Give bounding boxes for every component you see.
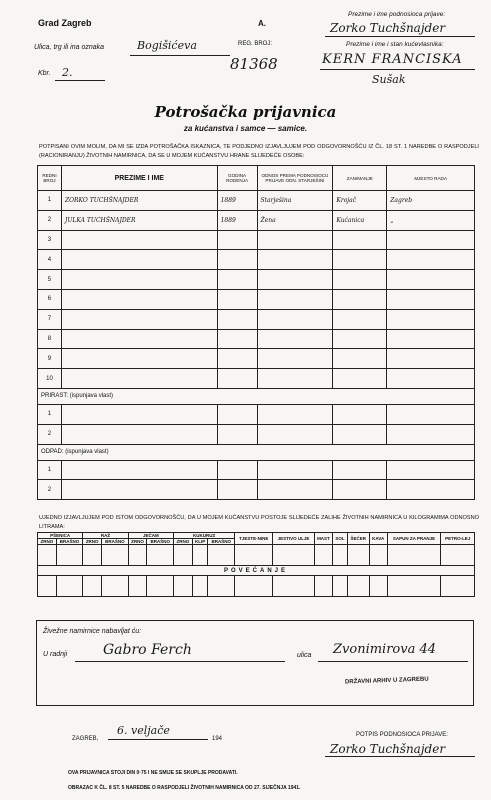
food-cell[interactable] bbox=[369, 545, 387, 566]
food-cell[interactable] bbox=[347, 576, 369, 597]
arrival-no: 2 bbox=[38, 424, 62, 444]
date-value[interactable]: 6. veljače bbox=[117, 724, 170, 737]
departure-row bbox=[38, 480, 475, 500]
arrival-cell[interactable] bbox=[217, 424, 257, 444]
header-ulje: JESTIVO ULJE bbox=[273, 533, 314, 545]
food-header-row-1 bbox=[38, 533, 475, 539]
sub-brasno: BRAŠNO bbox=[56, 539, 83, 545]
arrival-cell[interactable] bbox=[333, 404, 387, 424]
person-workplace[interactable] bbox=[387, 309, 475, 329]
person-occupation[interactable] bbox=[333, 270, 387, 290]
person-no: 7 bbox=[38, 309, 62, 329]
person-row bbox=[38, 250, 475, 270]
archive-stamp: DRŽAVNI ARHIV U ZAGREBU bbox=[344, 676, 429, 686]
arrival-cell[interactable] bbox=[387, 404, 475, 424]
povecanje-row bbox=[38, 566, 475, 576]
person-year[interactable]: 1889 bbox=[217, 210, 257, 230]
shop-street-label: ulica bbox=[297, 652, 312, 659]
person-workplace[interactable] bbox=[387, 349, 475, 369]
header-year: GODINA RODENJA bbox=[217, 166, 257, 191]
person-no: 5 bbox=[38, 270, 62, 290]
header-raz: RAŽ bbox=[83, 533, 128, 539]
reg-number-label: REG. BROJ: bbox=[238, 41, 273, 47]
departure-label: ODPAD: (ispunjava vlast) bbox=[38, 444, 475, 460]
reg-number-value[interactable]: 81368 bbox=[230, 55, 278, 73]
person-workplace[interactable] bbox=[387, 329, 475, 349]
owner-label: Prezime i ime i stan kućevlasnika: bbox=[346, 41, 444, 48]
food-cell[interactable] bbox=[387, 545, 441, 566]
person-relation[interactable] bbox=[257, 349, 333, 369]
person-occupation[interactable] bbox=[333, 369, 387, 389]
header-jecam: JEČAM bbox=[128, 533, 173, 539]
sub-brasno: BRAŠNO bbox=[147, 539, 174, 545]
food-values-row bbox=[38, 545, 475, 566]
arrival-cell[interactable] bbox=[61, 404, 217, 424]
person-relation[interactable]: Starješina bbox=[257, 191, 333, 211]
food-cell[interactable] bbox=[56, 576, 83, 597]
person-name[interactable] bbox=[61, 289, 217, 309]
arrival-cell[interactable] bbox=[257, 424, 333, 444]
date-underline bbox=[108, 739, 208, 740]
person-year[interactable] bbox=[217, 349, 257, 369]
header-name: PREZIME I IME bbox=[61, 166, 217, 191]
header-petrolej: PETRO-LEJ bbox=[441, 533, 475, 545]
person-workplace[interactable]: Zagreb bbox=[387, 191, 475, 211]
departure-header bbox=[38, 444, 475, 460]
header-kava: KAVA bbox=[369, 533, 387, 545]
food-cell[interactable] bbox=[192, 576, 208, 597]
person-workplace[interactable] bbox=[387, 270, 475, 290]
food-cell[interactable] bbox=[83, 576, 102, 597]
food-cell[interactable] bbox=[128, 545, 147, 566]
person-name[interactable] bbox=[61, 309, 217, 329]
person-occupation[interactable] bbox=[333, 250, 387, 270]
arrival-cell[interactable] bbox=[257, 404, 333, 424]
food-cell[interactable] bbox=[314, 545, 333, 566]
header-sapun: SAPUN ZA PRANJE bbox=[387, 533, 441, 545]
povecanje-label: POVEĆANJE bbox=[38, 566, 475, 576]
sub-klip: KLIP bbox=[192, 539, 208, 545]
street-label: Ulica, trg ili ina oznaka bbox=[34, 44, 105, 51]
signature-underline bbox=[325, 756, 475, 757]
person-row bbox=[38, 309, 475, 329]
person-year[interactable] bbox=[217, 369, 257, 389]
person-occupation[interactable] bbox=[333, 329, 387, 349]
person-no: 3 bbox=[38, 230, 62, 250]
arrival-row bbox=[38, 424, 475, 444]
person-name[interactable] bbox=[61, 349, 217, 369]
food-cell[interactable] bbox=[208, 545, 235, 566]
street-underline bbox=[130, 55, 230, 56]
shop-label: U radnji bbox=[43, 651, 68, 658]
arrival-cell[interactable] bbox=[333, 424, 387, 444]
person-name[interactable] bbox=[61, 270, 217, 290]
header-tjestenine: TJESTE-NINE bbox=[235, 533, 273, 545]
person-relation[interactable] bbox=[257, 230, 333, 250]
food-cell[interactable] bbox=[235, 545, 273, 566]
food-cell[interactable] bbox=[147, 545, 174, 566]
persons-body bbox=[38, 191, 475, 500]
food-cell[interactable] bbox=[235, 576, 273, 597]
food-cell[interactable] bbox=[314, 576, 333, 597]
owner-address-value[interactable]: Sušak bbox=[372, 73, 406, 86]
person-name[interactable] bbox=[61, 369, 217, 389]
person-row bbox=[38, 210, 475, 230]
person-workplace[interactable] bbox=[387, 230, 475, 250]
departure-no: 2 bbox=[38, 480, 62, 500]
food-cell[interactable] bbox=[174, 576, 193, 597]
person-workplace[interactable]: „ bbox=[387, 210, 475, 230]
person-occupation[interactable]: Krojač bbox=[333, 191, 387, 211]
header-occupation: ZANIMANJE bbox=[333, 166, 387, 191]
submitter-underline bbox=[325, 36, 475, 37]
supply-label: Živežne namirnice nabavljat ću: bbox=[43, 628, 142, 635]
person-workplace[interactable] bbox=[387, 250, 475, 270]
signature-value[interactable]: Zorko Tuchšnajder bbox=[330, 742, 446, 756]
person-relation[interactable] bbox=[257, 369, 333, 389]
person-row bbox=[38, 369, 475, 389]
person-relation[interactable] bbox=[257, 270, 333, 290]
sub-brasno: BRAŠNO bbox=[102, 539, 129, 545]
city-label: Grad Zagreb bbox=[38, 18, 92, 28]
person-year[interactable] bbox=[217, 270, 257, 290]
food-cell[interactable] bbox=[56, 545, 83, 566]
departure-cell[interactable] bbox=[387, 460, 475, 480]
person-year[interactable]: 1889 bbox=[217, 191, 257, 211]
food-cell[interactable] bbox=[102, 545, 129, 566]
submitter-value[interactable]: Zorko Tuchšnajder bbox=[330, 21, 446, 35]
person-workplace[interactable] bbox=[387, 369, 475, 389]
departure-cell[interactable] bbox=[333, 460, 387, 480]
person-occupation[interactable] bbox=[333, 309, 387, 329]
food-cell[interactable] bbox=[38, 545, 57, 566]
submitter-label: Prezime i ime podnosioca prijave: bbox=[348, 11, 446, 18]
person-relation[interactable] bbox=[257, 329, 333, 349]
food-cell[interactable] bbox=[347, 545, 369, 566]
person-relation[interactable]: Žena bbox=[257, 210, 333, 230]
food-cell[interactable] bbox=[83, 545, 102, 566]
sub-zrno: ZRNO bbox=[38, 539, 57, 545]
food-cell[interactable] bbox=[208, 576, 235, 597]
food-cell[interactable] bbox=[441, 576, 475, 597]
departure-cell[interactable] bbox=[387, 480, 475, 500]
food-cell[interactable] bbox=[128, 576, 147, 597]
person-name[interactable]: ZORKO TUCHŠNAJDER bbox=[61, 191, 217, 211]
person-workplace[interactable] bbox=[387, 289, 475, 309]
person-row bbox=[38, 329, 475, 349]
person-name[interactable] bbox=[61, 329, 217, 349]
signature-label: POTPIS PODNOSIOCA PRIJAVE: bbox=[356, 732, 448, 738]
sub-zrno: ZRNO bbox=[83, 539, 102, 545]
person-no: 6 bbox=[38, 289, 62, 309]
person-relation[interactable] bbox=[257, 309, 333, 329]
departure-cell[interactable] bbox=[61, 460, 217, 480]
owner-name-value[interactable]: KERN FRANCISKA bbox=[322, 52, 463, 67]
person-relation[interactable] bbox=[257, 289, 333, 309]
owner-underline bbox=[320, 69, 475, 70]
form-subtitle: za kućanstva i samce — samice. bbox=[183, 124, 308, 133]
food-cell[interactable] bbox=[369, 576, 387, 597]
departure-cell[interactable] bbox=[217, 480, 257, 500]
header-workplace: MJESTO RADA bbox=[387, 166, 475, 191]
departure-cell[interactable] bbox=[257, 480, 333, 500]
person-name[interactable] bbox=[61, 230, 217, 250]
person-no: 8 bbox=[38, 329, 62, 349]
arrival-no: 1 bbox=[38, 404, 62, 424]
person-no: 4 bbox=[38, 250, 62, 270]
sub-zrno: ZRNO bbox=[174, 539, 193, 545]
food-cell[interactable] bbox=[333, 545, 348, 566]
person-name[interactable]: JULKA TUCHŠNAJDER bbox=[61, 210, 217, 230]
header-psenica: PŠENICA bbox=[38, 533, 83, 539]
arrival-cell[interactable] bbox=[217, 404, 257, 424]
header-mast: MAST bbox=[314, 533, 333, 545]
shop-value[interactable]: Gabro Ferch bbox=[103, 642, 192, 658]
sub-brasno: BRAŠNO bbox=[208, 539, 235, 545]
house-number-value[interactable]: 2. bbox=[62, 66, 73, 79]
person-row bbox=[38, 230, 475, 250]
header-kukuruz: KUKURUZ bbox=[174, 533, 235, 539]
persons-header-row bbox=[38, 166, 475, 191]
departure-cell[interactable] bbox=[217, 460, 257, 480]
person-year[interactable] bbox=[217, 289, 257, 309]
arrival-cell[interactable] bbox=[61, 424, 217, 444]
person-occupation[interactable]: Kućanica bbox=[333, 210, 387, 230]
person-row bbox=[38, 349, 475, 369]
person-occupation[interactable] bbox=[333, 289, 387, 309]
price-footnote: OVA PRIJAVNICA STOJI DIN 0·75 I NE SMIJE SE SKUPLJE PRODAVATI. bbox=[68, 770, 238, 776]
food-table bbox=[37, 532, 475, 597]
form-title: Potrošačka prijavnica bbox=[154, 103, 337, 121]
food-increase-row bbox=[38, 576, 475, 597]
departure-no: 1 bbox=[38, 460, 62, 480]
shop-street-underline bbox=[318, 661, 468, 662]
sub-zrno: ZRNO bbox=[128, 539, 147, 545]
food-cell[interactable] bbox=[273, 545, 314, 566]
header-secer: ŠEĆER bbox=[347, 533, 369, 545]
food-cell[interactable] bbox=[441, 545, 475, 566]
declare-text: UJEDNO IZJAVLJUJEM POD ISTOM ODGOVORNOŠĆU, DA U MOJEM KUĆANSTVU POSTOJE SLIJEDEĆE ZALIHE ŽIVOTNIH NAMIRNICA U KILOGRAMIMA ODNOSNO LITRAMA: bbox=[39, 515, 479, 530]
arrival-row bbox=[38, 404, 475, 424]
departure-row bbox=[38, 460, 475, 480]
food-cell[interactable] bbox=[102, 576, 129, 597]
shop-underline bbox=[75, 661, 285, 662]
food-cell[interactable] bbox=[174, 545, 193, 566]
header-sol: SOL bbox=[333, 533, 348, 545]
food-cell[interactable] bbox=[147, 576, 174, 597]
person-year[interactable] bbox=[217, 230, 257, 250]
food-cell[interactable] bbox=[273, 576, 314, 597]
shop-street-value[interactable]: Zvonimirova 44 bbox=[333, 642, 437, 657]
house-number-label: Kbr. bbox=[38, 70, 51, 77]
arrival-header bbox=[38, 388, 475, 404]
person-year[interactable] bbox=[217, 329, 257, 349]
person-name[interactable] bbox=[61, 250, 217, 270]
person-year[interactable] bbox=[217, 309, 257, 329]
regulation-footnote: OBRAZAC K ČL. 8 ST. 5 NAREDBE O RASPODJELI ŽIVOTNIH NAMIRNICA OD 27. SIJEČNJA 1941. bbox=[68, 785, 301, 791]
header-no: REDNI BROJ bbox=[38, 166, 62, 191]
arrival-cell[interactable] bbox=[387, 424, 475, 444]
year-label: 194 bbox=[212, 736, 223, 742]
person-row bbox=[38, 289, 475, 309]
food-cell[interactable] bbox=[333, 576, 348, 597]
person-no: 10 bbox=[38, 369, 62, 389]
place-label: ZAGREB, bbox=[72, 736, 99, 742]
header-relation: ODNOS PREMA PODNOSIOCU PRIJAVE ODN. STARJEŠINI bbox=[257, 166, 333, 191]
food-cell[interactable] bbox=[38, 576, 57, 597]
street-value[interactable]: Bogišićeva bbox=[137, 39, 197, 52]
departure-cell[interactable] bbox=[333, 480, 387, 500]
person-no: 2 bbox=[38, 210, 62, 230]
form-letter: A. bbox=[258, 19, 266, 28]
person-no: 9 bbox=[38, 349, 62, 369]
person-row bbox=[38, 191, 475, 211]
house-number-underline bbox=[55, 80, 105, 81]
person-occupation[interactable] bbox=[333, 349, 387, 369]
arrival-label: PRIRAST: (ispunjava vlast) bbox=[38, 388, 475, 404]
person-relation[interactable] bbox=[257, 250, 333, 270]
food-cell[interactable] bbox=[192, 545, 208, 566]
departure-cell[interactable] bbox=[257, 460, 333, 480]
person-year[interactable] bbox=[217, 250, 257, 270]
intro-text: POTPISANI OVIM MOLIM, DA MI SE IZDA POTROŠAČKA ISKAZNICA, TE PODJEDNO IZJAVLJUJEM POD ODGOVORNOŠĆU IZ ČL. 18 ST. 1 NAREDBE O RASPODJELI (RACIONIRANJU) ŽIVOTNIH NAMIRNICA, DA SE U MOJEM KUĆANSTVU HRANE SLIJEDEĆE OSOBE: bbox=[39, 144, 479, 159]
departure-cell[interactable] bbox=[61, 480, 217, 500]
person-row bbox=[38, 270, 475, 290]
persons-table bbox=[37, 165, 475, 500]
person-occupation[interactable] bbox=[333, 230, 387, 250]
person-no: 1 bbox=[38, 191, 62, 211]
food-cell[interactable] bbox=[387, 576, 441, 597]
